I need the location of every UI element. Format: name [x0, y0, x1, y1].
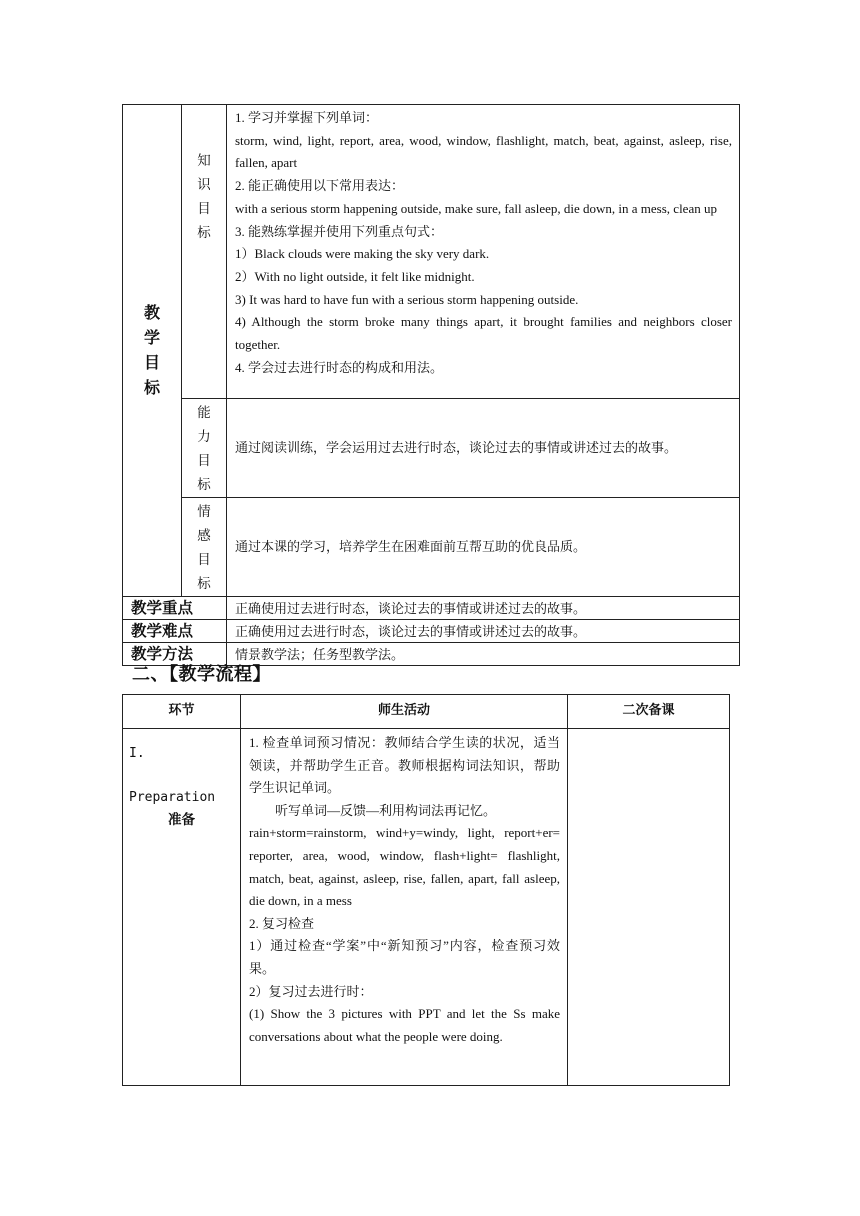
ability-label: 能 力 目 标: [182, 399, 227, 498]
knowledge-line: with a serious storm happening outside, make sure, fall asleep, die down, in a mess, clean up: [235, 200, 717, 216]
section-heading: 二、【教学流程】: [132, 664, 271, 685]
knowledge-line: 2）With no light outside, it felt like midnight.: [235, 268, 475, 284]
knowledge-line: 4) Although the storm broke many things apart, it brought families and neighbors closer together.: [235, 314, 732, 353]
objectives-main-label: 教 学 目 标: [123, 105, 182, 597]
method-value: 情景教学法；任务型教学法。: [227, 643, 740, 666]
header-activity: 师生活动: [241, 695, 568, 729]
knowledge-line: 4. 学会过去进行时态的构成和用法。: [235, 359, 444, 375]
activity-line: (1) Show the 3 pictures with PPT and let the Ss make conversations about what the people were doing.: [249, 1006, 560, 1044]
emotion-content: 通过本课的学习，培养学生在困难面前互帮互助的优良品质。: [227, 498, 740, 597]
activity-line: rain+storm=rainstorm, wind+y=windy, light, report+er= reporter, area, wood, window, flash+light= flashlight, match, beat, against, asleep, rise, fallen, apart, fall asleep, die down, in a mess: [249, 825, 560, 909]
knowledge-line: 3. 能熟练掌握并使用下列重点句式：: [235, 223, 444, 239]
method-label: 教学方法: [123, 643, 227, 666]
header-stage: 环节: [123, 695, 241, 729]
key-point-label: 教学重点: [123, 597, 227, 620]
activity-cell: [241, 729, 568, 1086]
knowledge-content: [227, 105, 740, 399]
knowledge-label: 知 识 目 标: [182, 105, 227, 399]
knowledge-line: 3) It was hard to have fun with a serious storm happening outside.: [235, 291, 579, 307]
step-cell: [123, 729, 241, 1086]
notes-cell: [568, 729, 730, 1086]
knowledge-line: 1. 学习并掌握下列单词：: [235, 110, 379, 125]
activity-line: 1）通过检查“学案”中“新知预习”内容，检查预习效果。: [249, 938, 560, 976]
header-notes: 二次备课: [568, 695, 730, 729]
emotion-label: 情 感 目 标: [182, 498, 227, 597]
difficulty-label: 教学难点: [123, 620, 227, 643]
step-number: I.: [129, 746, 145, 761]
activity-line: 1. 检查单词预习情况：教师结合学生读的状况，适当领读，并帮助学生正音。教师根据构词法知识，帮助学生识记单词。: [249, 735, 560, 796]
knowledge-line: storm, wind, light, report, area, wood, window, flashlight, match, beat, against, asleep, rise, fallen, apart: [235, 132, 732, 171]
process-table: [122, 694, 730, 1086]
activity-line: 2. 复习检查: [249, 915, 315, 931]
step-name-en: Preparation: [129, 790, 216, 805]
key-point-value: 正确使用过去进行时态，谈论过去的事情或讲述过去的故事。: [227, 597, 740, 620]
activity-line: 2）复习过去进行时：: [249, 983, 373, 999]
ability-content: 通过阅读训练，学会运用过去进行时态，谈论过去的事情或讲述过去的故事。: [227, 399, 740, 498]
difficulty-value: 正确使用过去进行时态，谈论过去的事情或讲述过去的故事。: [227, 620, 740, 643]
objectives-table: [122, 104, 740, 666]
knowledge-line: 1）Black clouds were making the sky very dark.: [235, 246, 490, 262]
activity-line: 听写单词—反馈—利用构词法再记忆。: [275, 802, 497, 818]
knowledge-line: 2. 能正确使用以下常用表达：: [235, 178, 405, 194]
step-name-zh: 准备: [168, 812, 195, 827]
